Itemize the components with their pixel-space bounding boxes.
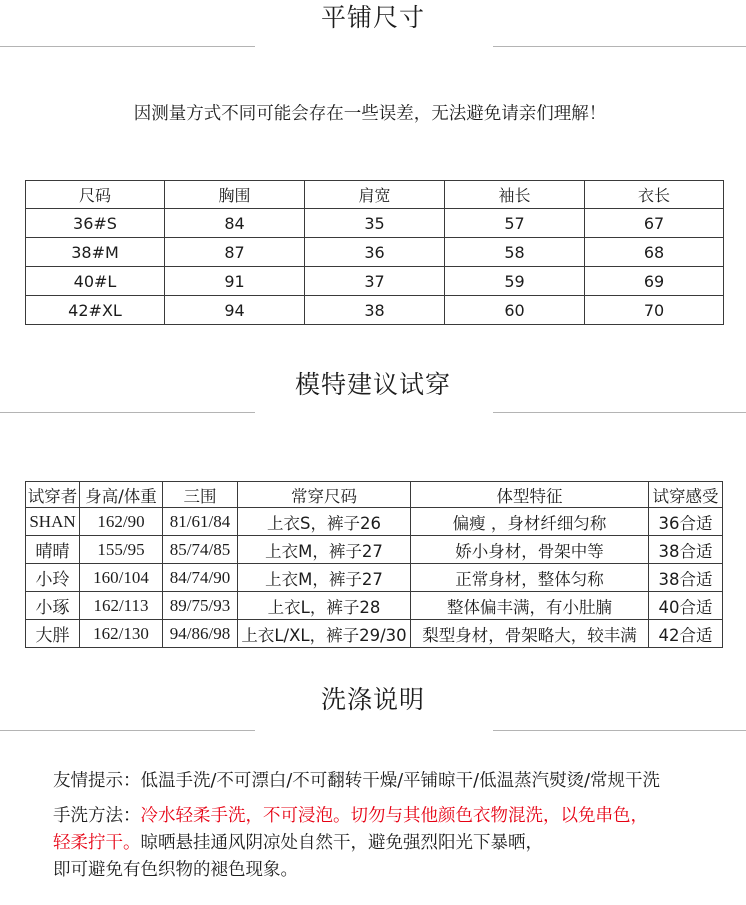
hand-wash-warning-1: 冷水轻柔手洗，不可浸泡。切勿与其他颜色衣物混洗，以免串色， bbox=[140, 806, 648, 826]
model-cell-measurements: 81/61/84 bbox=[163, 508, 238, 536]
size-cell-size: 42#XL bbox=[26, 296, 165, 325]
size-cell-size: 40#L bbox=[26, 267, 165, 296]
size-cell-length: 69 bbox=[585, 267, 724, 296]
model-table-header-row bbox=[26, 482, 723, 508]
model-header-height-weight: 身高/体重 bbox=[80, 482, 163, 508]
hand-wash-label: 手洗方法： bbox=[53, 806, 141, 826]
model-table-row bbox=[26, 592, 723, 620]
size-cell-shoulder: 37 bbox=[305, 267, 445, 296]
model-cell-usual-size: 上衣L/XL，裤子29/30 bbox=[238, 620, 411, 648]
model-header-measurements: 三围 bbox=[163, 482, 238, 508]
size-header-sleeve: 袖长 bbox=[445, 181, 585, 209]
size-header-size: 尺码 bbox=[26, 181, 165, 209]
model-cell-usual-size: 上衣M，裤子27 bbox=[238, 564, 411, 592]
model-cell-model: 晴晴 bbox=[26, 536, 80, 564]
model-header-body-type: 体型特征 bbox=[411, 482, 649, 508]
size-header-length: 衣长 bbox=[585, 181, 724, 209]
size-cell-size: 36#S bbox=[26, 209, 165, 238]
model-cell-body-type: 整体偏丰满，有小肚腩 bbox=[411, 592, 649, 620]
measurement-note: 因测量方式不同可能会存在一些误差，无法避免请亲们理解！ bbox=[133, 104, 607, 124]
size-cell-sleeve: 58 bbox=[445, 238, 585, 267]
size-section-title: 平铺尺寸 bbox=[320, 3, 425, 32]
model-cell-height-weight: 162/90 bbox=[80, 508, 163, 536]
model-table-row bbox=[26, 508, 723, 536]
model-cell-fit-result: 40合适 bbox=[649, 592, 723, 620]
model-cell-height-weight: 162/113 bbox=[80, 592, 163, 620]
size-table-row bbox=[26, 209, 724, 238]
size-cell-size: 38#M bbox=[26, 238, 165, 267]
model-section-title: 模特建议试穿 bbox=[294, 370, 451, 399]
model-table-row bbox=[26, 536, 723, 564]
model-table-row bbox=[26, 564, 723, 592]
model-cell-fit-result: 42合适 bbox=[649, 620, 723, 648]
model-title-right-rule bbox=[493, 412, 746, 413]
size-table bbox=[25, 180, 724, 325]
model-header-usual-size: 常穿尺码 bbox=[238, 482, 411, 508]
model-cell-measurements: 94/86/98 bbox=[163, 620, 238, 648]
hand-wash-method bbox=[53, 803, 648, 884]
model-cell-body-type: 偏瘦 ，身材纤细匀称 bbox=[411, 508, 649, 536]
model-cell-usual-size: 上衣M，裤子27 bbox=[238, 536, 411, 564]
size-cell-shoulder: 36 bbox=[305, 238, 445, 267]
size-header-shoulder: 肩宽 bbox=[305, 181, 445, 209]
model-cell-model: 大胖 bbox=[26, 620, 80, 648]
size-header-chest: 胸围 bbox=[165, 181, 305, 209]
hand-wash-line-3 bbox=[53, 857, 648, 884]
hand-wash-warning-2: 轻柔拧干。 bbox=[53, 833, 141, 853]
model-header-fit-result: 试穿感受 bbox=[649, 482, 723, 508]
model-title-left-rule bbox=[0, 412, 255, 413]
hand-wash-conclusion: 即可避免有色织物的褪色现象。 bbox=[53, 860, 298, 880]
washing-section-title: 洗涤说明 bbox=[320, 685, 425, 714]
size-title-left-rule bbox=[0, 46, 255, 47]
model-cell-model: SHAN bbox=[26, 508, 80, 536]
size-cell-length: 70 bbox=[585, 296, 724, 325]
hand-wash-drying-text: 晾晒悬挂通风阴凉处自然干，避免强烈阳光下暴晒， bbox=[140, 833, 543, 853]
model-cell-fit-result: 36合适 bbox=[649, 508, 723, 536]
size-cell-shoulder: 38 bbox=[305, 296, 445, 325]
size-table-row bbox=[26, 296, 724, 325]
size-cell-chest: 84 bbox=[165, 209, 305, 238]
size-cell-length: 68 bbox=[585, 238, 724, 267]
model-cell-model: 小玲 bbox=[26, 564, 80, 592]
size-cell-sleeve: 59 bbox=[445, 267, 585, 296]
size-cell-chest: 94 bbox=[165, 296, 305, 325]
model-cell-usual-size: 上衣S，裤子26 bbox=[238, 508, 411, 536]
hand-wash-line-2 bbox=[53, 830, 648, 857]
model-table-row bbox=[26, 620, 723, 648]
size-cell-length: 67 bbox=[585, 209, 724, 238]
model-cell-body-type: 正常身材，整体匀称 bbox=[411, 564, 649, 592]
model-cell-height-weight: 155/95 bbox=[80, 536, 163, 564]
size-cell-shoulder: 35 bbox=[305, 209, 445, 238]
size-table-row bbox=[26, 267, 724, 296]
size-table-row bbox=[26, 238, 724, 267]
model-cell-height-weight: 160/104 bbox=[80, 564, 163, 592]
size-cell-chest: 91 bbox=[165, 267, 305, 296]
model-cell-usual-size: 上衣L，裤子28 bbox=[238, 592, 411, 620]
model-cell-model: 小琢 bbox=[26, 592, 80, 620]
model-cell-measurements: 89/75/93 bbox=[163, 592, 238, 620]
hand-wash-line-1 bbox=[53, 803, 648, 830]
model-cell-measurements: 85/74/85 bbox=[163, 536, 238, 564]
model-cell-body-type: 娇小身材，骨架中等 bbox=[411, 536, 649, 564]
model-cell-measurements: 84/74/90 bbox=[163, 564, 238, 592]
model-cell-fit-result: 38合适 bbox=[649, 564, 723, 592]
washing-tips: 友情提示：低温手洗/不可漂白/不可翻转干燥/平铺晾干/低温蒸汽熨烫/常规干洗 bbox=[53, 771, 660, 791]
washing-title-left-rule bbox=[0, 730, 255, 731]
size-cell-chest: 87 bbox=[165, 238, 305, 267]
model-cell-body-type: 梨型身材，骨架略大，较丰满 bbox=[411, 620, 649, 648]
size-cell-sleeve: 57 bbox=[445, 209, 585, 238]
size-cell-sleeve: 60 bbox=[445, 296, 585, 325]
size-table-header-row bbox=[26, 181, 724, 209]
model-header-model: 试穿者 bbox=[26, 482, 80, 508]
model-fitting-table bbox=[25, 481, 723, 648]
model-cell-height-weight: 162/130 bbox=[80, 620, 163, 648]
size-title-right-rule bbox=[493, 46, 746, 47]
model-cell-fit-result: 38合适 bbox=[649, 536, 723, 564]
washing-title-right-rule bbox=[493, 730, 746, 731]
